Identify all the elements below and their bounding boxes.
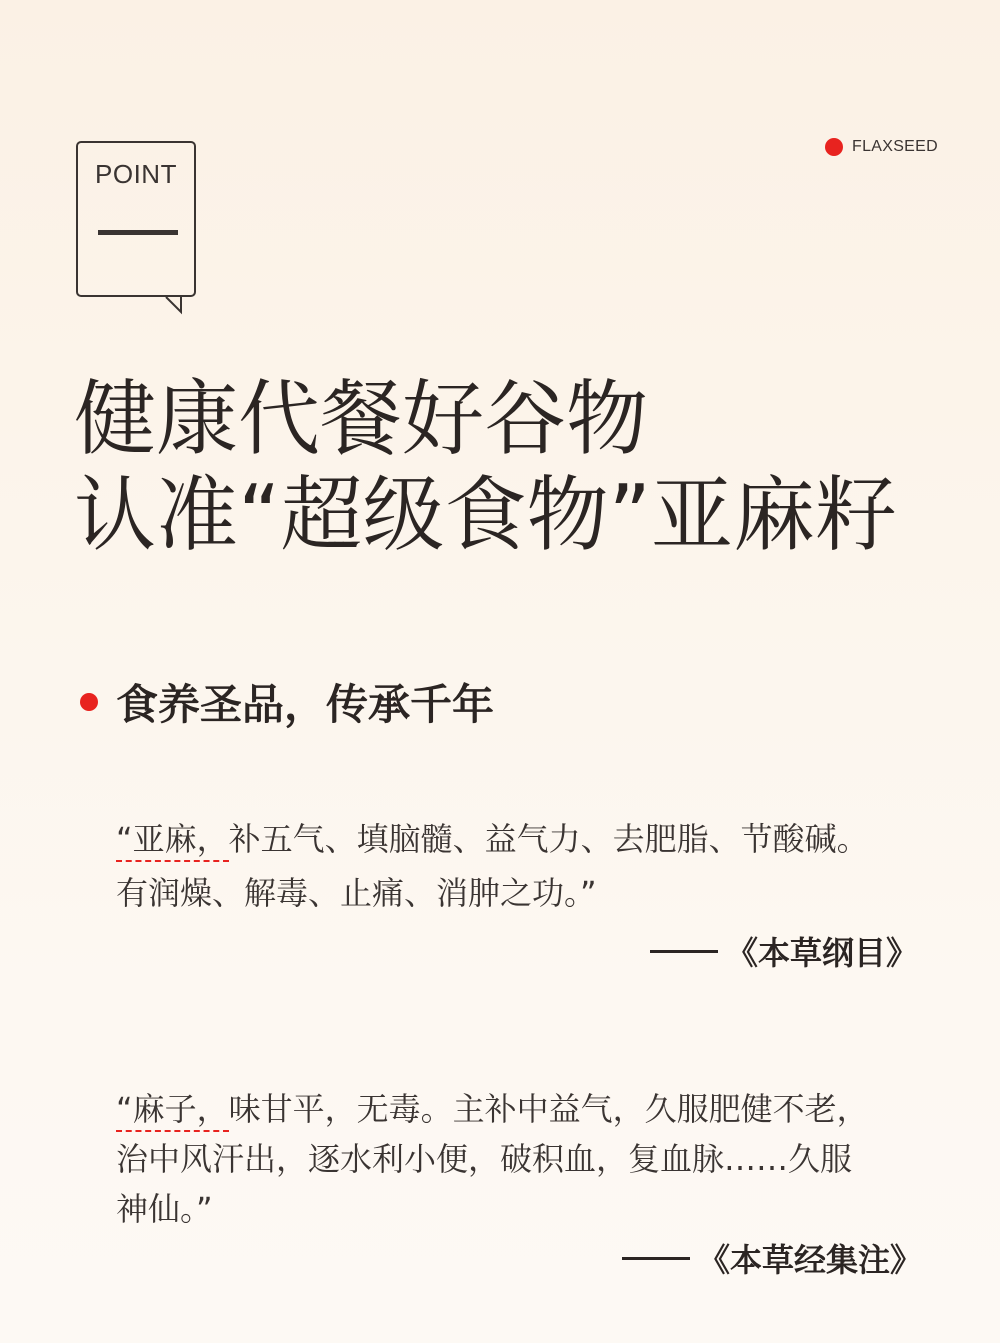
point-label: POINT [95, 159, 177, 189]
quote-bencao-jingjizhu [116, 1084, 936, 1234]
quote-line-2: 治中风汗出，逐水利小便，破积血，复血脉……久服 [116, 1140, 853, 1178]
flaxseed-tag [825, 138, 938, 156]
quote-bencao-gangmu [116, 812, 936, 920]
headline-line-2: 认准“超级食物”亚麻籽 [74, 468, 897, 563]
quote-highlight: “亚麻， [116, 820, 229, 862]
source-title: 《本草经集注》 [698, 1241, 923, 1279]
bullet-dot-icon [80, 693, 98, 711]
red-dot-icon [825, 138, 843, 156]
tag-text: FLAXSEED [852, 138, 938, 155]
em-dash [622, 1257, 690, 1260]
quote-highlight: “麻子， [116, 1090, 229, 1132]
point-badge [76, 141, 196, 297]
source-title: 《本草纲目》 [726, 934, 919, 972]
quote-line-2: 有润燥、解毒、止痛、消肿之功。” [116, 874, 597, 912]
quote-line-3: 神仙。” [116, 1190, 213, 1228]
headline [74, 372, 954, 564]
quote-source [650, 928, 918, 974]
section-header [80, 672, 494, 732]
point-number-one [98, 230, 178, 235]
em-dash [650, 950, 718, 953]
quote-text [116, 1084, 936, 1234]
quote-line-1-rest: 味甘平，无毒。主补中益气，久服肥健不老， [228, 1090, 869, 1128]
quote-line-1-rest: 补五气、填脑髓、益气力、去肥脂、节酸碱。 [228, 820, 869, 858]
section-title: 食养圣品，传承千年 [116, 680, 495, 729]
quote-source [622, 1235, 922, 1281]
headline-line-1: 健康代餐好谷物 [74, 372, 649, 467]
speech-bubble-tail-icon [164, 288, 192, 316]
quote-text [116, 812, 936, 920]
